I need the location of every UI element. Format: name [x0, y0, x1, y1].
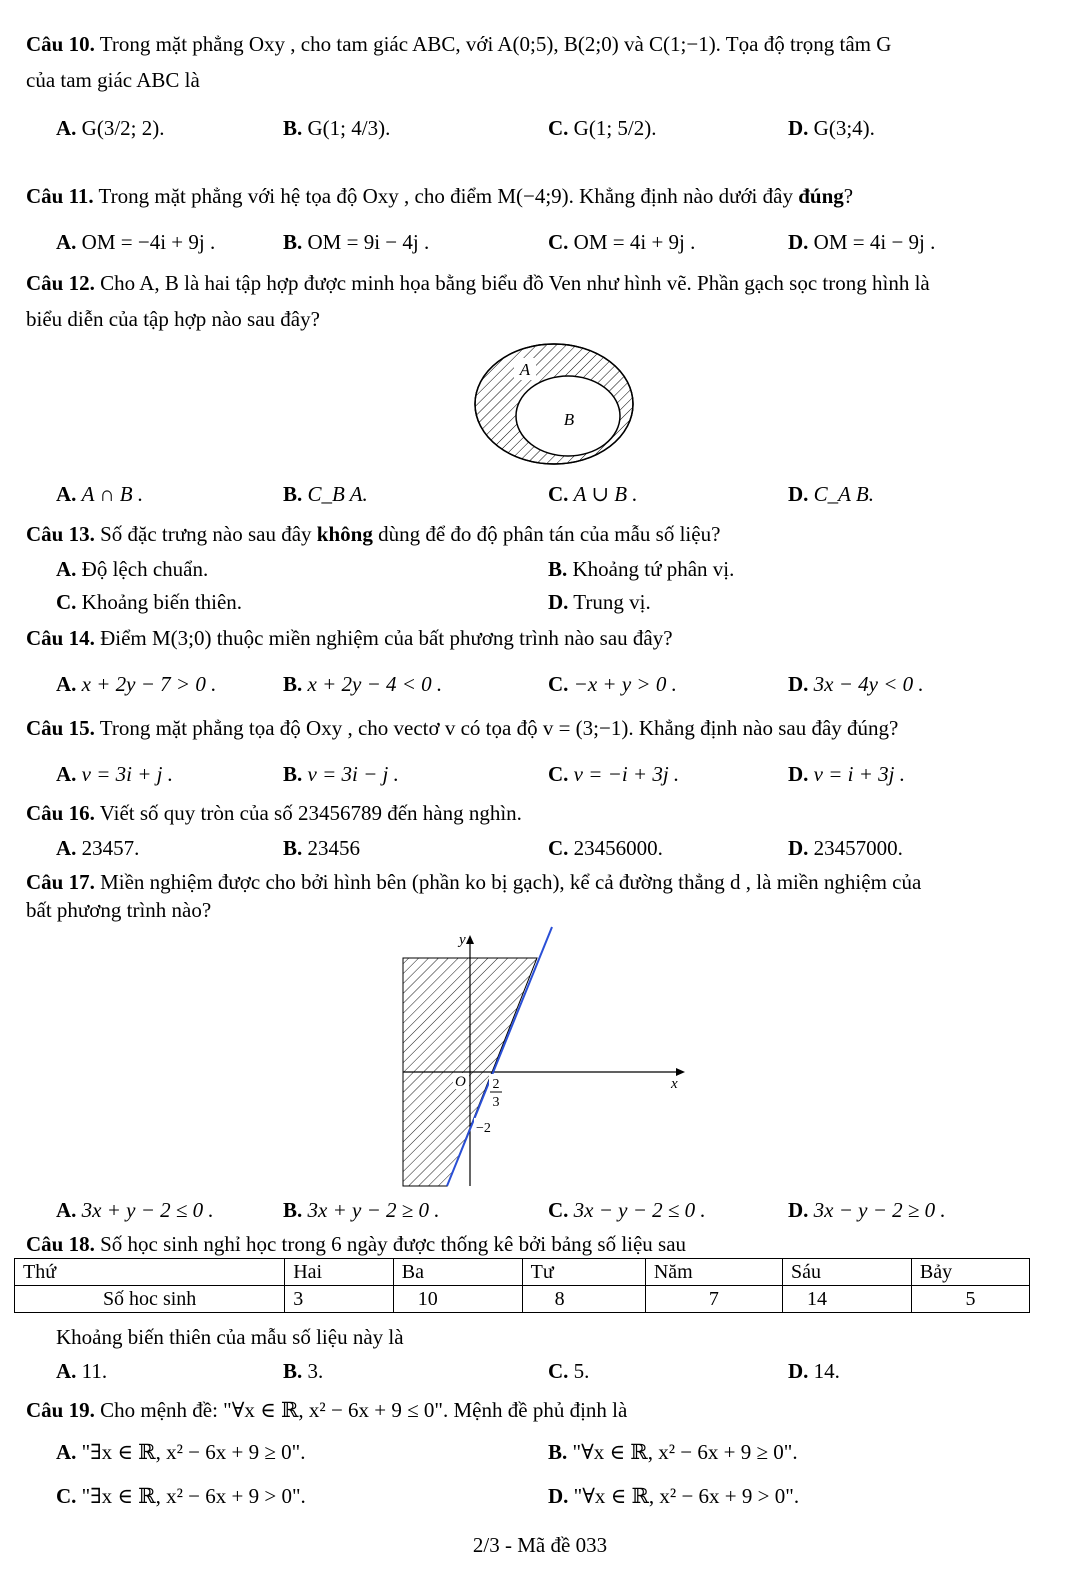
- q14-option-b[interactable]: B. x + 2y − 4 < 0 .: [283, 672, 443, 696]
- q17-stem-2: bất phương trình nào?: [26, 898, 212, 922]
- table-header-row: [15, 1259, 1030, 1286]
- table-cell: Tư: [522, 1259, 645, 1286]
- q12-stem-2: biểu diễn của tập hợp nào sau đây?: [26, 307, 320, 331]
- inequality-graph: [395, 922, 700, 1190]
- q10-label: Câu 10.: [26, 32, 95, 56]
- q10-option-d-text: G(3;4).: [813, 116, 875, 140]
- q16-option-c[interactable]: C. 23456000.: [548, 836, 663, 860]
- q13-stem: Câu 13. Số đặc trưng nào sau đây không dùng để đo độ phân tán của mẫu số liệu?: [26, 522, 721, 546]
- q16-option-d[interactable]: D. 23457000.: [788, 836, 903, 860]
- q11-stem: Câu 11. Trong mặt phẳng với hệ tọa độ Oxy , cho điểm M(−4;9). Khẳng định nào dưới đây đúng?: [26, 184, 854, 208]
- q13-option-d[interactable]: D. Trung vị.: [548, 590, 651, 614]
- q17-option-d[interactable]: D. 3x − y − 2 ≥ 0 .: [788, 1198, 946, 1222]
- q10-option-b[interactable]: B. G(1; 4/3).: [283, 116, 391, 140]
- table-cell: 5: [911, 1286, 1029, 1313]
- q14-option-a[interactable]: A. x + 2y − 7 > 0 .: [56, 672, 217, 696]
- q17-option-c[interactable]: C. 3x − y − 2 ≤ 0 .: [548, 1198, 706, 1222]
- q13-option-b[interactable]: B. Khoảng tứ phân vị.: [548, 557, 735, 581]
- q10-option-d[interactable]: D. G(3;4).: [788, 116, 875, 140]
- y-axis-arrow-icon: [466, 935, 474, 944]
- q15-stem: Câu 15. Trong mặt phẳng tọa độ Oxy , cho vectơ v có tọa độ v = (3;−1). Khẳng định nào sau đây đúng?: [26, 716, 899, 740]
- x-tick-numerator: 2: [492, 1077, 500, 1092]
- q11-option-d[interactable]: D. OM = 4i − 9j .: [788, 230, 936, 254]
- q12-option-d[interactable]: D. C_A B.: [788, 482, 874, 506]
- q12-option-a[interactable]: A. A ∩ B .: [56, 482, 144, 506]
- q19-stem: Câu 19. Cho mệnh đề: "∀x ∈ ℝ, x² − 6x + 9 ≤ 0". Mệnh đề phủ định là: [26, 1398, 628, 1422]
- q18-option-a[interactable]: A. 11.: [56, 1359, 108, 1383]
- table-cell: Hai: [285, 1259, 394, 1286]
- q18-followup: Khoảng biến thiên của mẫu số liệu này là: [56, 1325, 404, 1349]
- q15-option-d[interactable]: D. v = i + 3j .: [788, 762, 906, 786]
- q16-stem: Câu 16. Viết số quy tròn của số 23456789 đến hàng nghìn.: [26, 801, 522, 825]
- table-cell: Thứ: [15, 1259, 285, 1286]
- venn-diagram: [470, 342, 640, 468]
- q11-option-a[interactable]: A. OM = −4i + 9j .: [56, 230, 216, 254]
- x-axis-arrow-icon: [676, 1068, 685, 1076]
- q10-option-c[interactable]: C. G(1; 5/2).: [548, 116, 657, 140]
- venn-label-a: A: [519, 360, 531, 379]
- q10-stem-2: của tam giác ABC là: [26, 68, 200, 92]
- q14-option-c[interactable]: C. −x + y > 0 .: [548, 672, 677, 696]
- q12-option-b[interactable]: B. C_B A.: [283, 482, 368, 506]
- q15-option-b[interactable]: B. v = 3i − j .: [283, 762, 399, 786]
- table-cell: 10: [393, 1286, 522, 1313]
- table-cell: Bảy: [911, 1259, 1029, 1286]
- y-axis-label: y: [459, 932, 466, 948]
- y-tick-label: −2: [476, 1121, 491, 1136]
- q12-option-c[interactable]: C. A ∪ B .: [548, 482, 638, 506]
- q18-option-d[interactable]: D. 14.: [788, 1359, 840, 1383]
- q16-option-b[interactable]: B. 23456: [283, 836, 361, 860]
- q10-option-a[interactable]: A. G(3/2; 2).: [56, 116, 165, 140]
- q18-stem: Câu 18. Số học sinh nghỉ học trong 6 ngày được thống kê bởi bảng số liệu sau: [26, 1232, 687, 1256]
- q19-option-c[interactable]: C. "∃x ∈ ℝ, x² − 6x + 9 > 0".: [56, 1484, 306, 1508]
- q17-option-b[interactable]: B. 3x + y − 2 ≥ 0 .: [283, 1198, 440, 1222]
- q16-option-a[interactable]: A. 23457.: [56, 836, 140, 860]
- table-cell: 8: [522, 1286, 645, 1313]
- table-cell: Năm: [645, 1259, 782, 1286]
- q11-option-b[interactable]: B. OM = 9i − 4j .: [283, 230, 430, 254]
- table-cell: Sáu: [782, 1259, 911, 1286]
- q14-option-d[interactable]: D. 3x − 4y < 0 .: [788, 672, 924, 696]
- q13-option-a[interactable]: A. Độ lệch chuẩn.: [56, 557, 209, 581]
- table-cell: 3: [285, 1286, 394, 1313]
- q15-option-a[interactable]: A. v = 3i + j .: [56, 762, 174, 786]
- q17-option-a[interactable]: A. 3x + y − 2 ≤ 0 .: [56, 1198, 214, 1222]
- q17-stem: Câu 17. Miền nghiệm được cho bởi hình bên (phần ko bị gạch), kể cả đường thẳng d , là miền nghiệm của: [26, 870, 922, 894]
- q10-stem: [26, 32, 891, 57]
- absence-table: [14, 1258, 1030, 1313]
- q12-stem: Câu 12. Cho A, B là hai tập hợp được minh họa bằng biểu đồ Ven như hình vẽ. Phần gạch sọc trong hình là: [26, 271, 930, 295]
- page-footer: 2/3 - Mã đề 033: [472, 1533, 608, 1557]
- q14-stem: Câu 14. Điểm M(3;0) thuộc miền nghiệm của bất phương trình nào sau đây?: [26, 626, 673, 650]
- x-axis-label: x: [671, 1076, 678, 1092]
- q19-option-a[interactable]: A. "∃x ∈ ℝ, x² − 6x + 9 ≥ 0".: [56, 1440, 306, 1464]
- q18-option-b[interactable]: B. 3.: [283, 1359, 324, 1383]
- origin-label: O: [455, 1074, 466, 1090]
- table-row: [15, 1286, 1030, 1313]
- q10-option-b-text: G(1; 4/3).: [307, 116, 391, 140]
- x-tick-denominator: 3: [492, 1095, 500, 1110]
- table-cell: 7: [645, 1286, 782, 1313]
- q15-option-c[interactable]: C. v = −i + 3j .: [548, 762, 680, 786]
- table-cell: Ba: [393, 1259, 522, 1286]
- q10-text: Trong mặt phẳng Oxy , cho tam giác ABC, với A(0;5), B(2;0) và C(1;−1). Tọa độ trọng tâm G: [94, 32, 892, 56]
- table-cell: Số hoc sinh: [15, 1286, 285, 1313]
- table-cell: 14: [782, 1286, 911, 1313]
- q10-option-a-text: G(3/2; 2).: [81, 116, 165, 140]
- venn-label-b: B: [563, 410, 575, 429]
- q11-option-c[interactable]: C. OM = 4i + 9j .: [548, 230, 696, 254]
- q13-option-c[interactable]: C. Khoảng biến thiên.: [56, 590, 243, 614]
- q19-option-b[interactable]: B. "∀x ∈ ℝ, x² − 6x + 9 ≥ 0".: [548, 1440, 798, 1464]
- q10-option-c-text: G(1; 5/2).: [573, 116, 657, 140]
- q18-option-c[interactable]: C. 5.: [548, 1359, 590, 1383]
- q19-option-d[interactable]: D. "∀x ∈ ℝ, x² − 6x + 9 > 0".: [548, 1484, 800, 1508]
